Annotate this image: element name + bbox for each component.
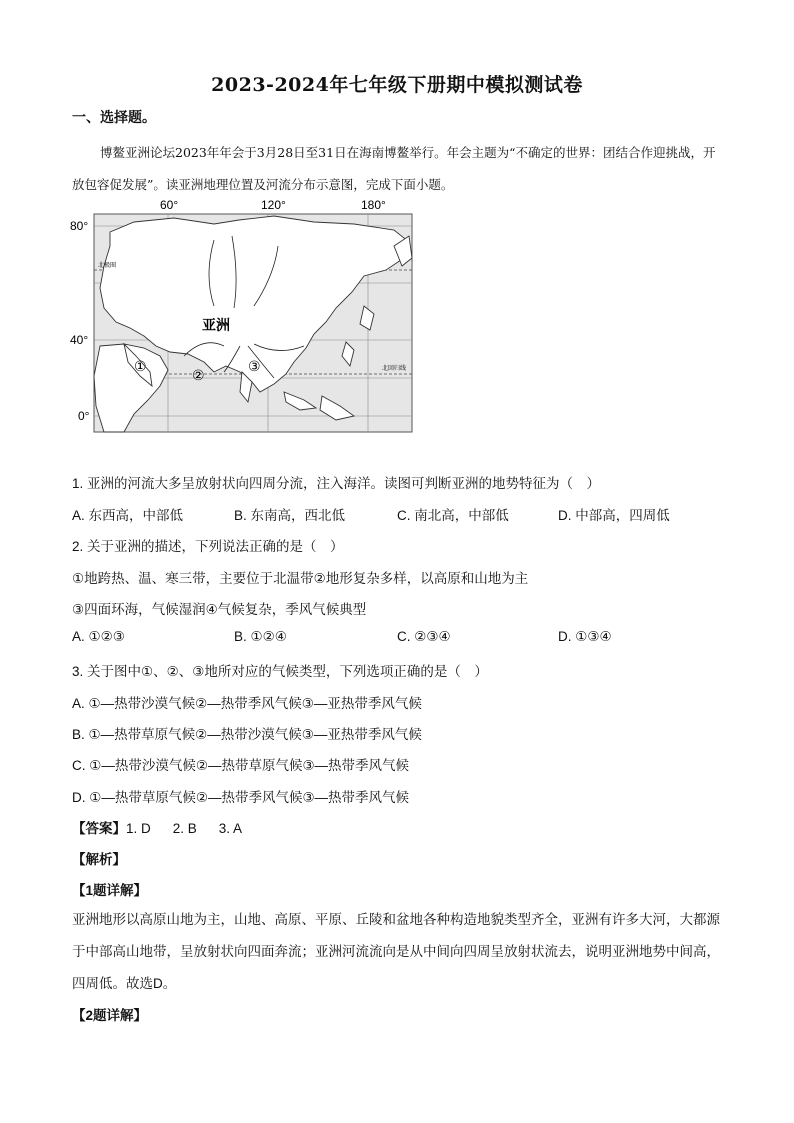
analysis-label: 【解析】: [72, 852, 126, 867]
marker-1: ①: [134, 359, 147, 375]
lon-label-120: 120°: [261, 198, 286, 212]
q1-option-b: B. 东南高，西北低: [234, 508, 346, 523]
asia-map: [64, 196, 424, 436]
marker-2: ②: [192, 368, 205, 384]
q1-option-c: C. 南北高，中部低: [397, 508, 509, 523]
q3-option-a: A. ①—热带沙漠气候②—热带季风气候③—亚热带季风气候: [72, 696, 422, 711]
lon-label-180: 180°: [361, 198, 386, 212]
q2-statement-1: ①地跨热、温、寒三带，主要位于北温带②地形复杂多样，以高原和山地为主: [72, 571, 529, 586]
section-heading: 一、选择题。: [72, 110, 156, 126]
question-3-stem: 3. 关于图中①、②、③地所对应的气候类型，下列选项正确的是（ ）: [72, 664, 488, 679]
lat-label-80: 80°: [70, 219, 89, 233]
answer-item-1: 1. D: [126, 821, 151, 836]
detail-1-text: 亚洲地形以高原山地为主，山地、高原、平原、丘陵和盆地各种构造地貌类型齐全，亚洲有许多大河，大都源于中部高山地带，呈放射状向四面奔流；亚洲河流流向是从中间向四周呈放射状流去，说明亚洲地势中间高，四周低。故选D。: [72, 912, 720, 991]
detail-2-label: 【2题详解】: [72, 1008, 148, 1023]
detail-1-label: 【1题详解】: [72, 883, 148, 898]
question-1-stem: 1. 亚洲的河流大多呈放射状向四周分流，注入海洋。读图可判断亚洲的地势特征为（ ）: [72, 476, 601, 491]
lon-label-60: 60°: [160, 198, 179, 212]
tropic-label: 北回归线: [382, 365, 407, 372]
answer-item-3: 3. A: [218, 821, 243, 836]
lat-label-0: 0°: [78, 409, 90, 423]
page-title: 2023-2024年七年级下册期中模拟测试卷: [211, 74, 583, 96]
q3-option-c: C. ①—热带沙漠气候②—热带草原气候③—热带季风气候: [72, 758, 410, 773]
lat-label-40: 40°: [70, 333, 89, 347]
answer-label: 【答案】: [72, 821, 126, 836]
q3-option-b: B. ①—热带草原气候②—热带沙漠气候③—亚热带季风气候: [72, 727, 422, 742]
q1-option-d: D. 中部高，四周低: [558, 508, 670, 523]
marker-3: ③: [248, 359, 261, 375]
answer-item-2: 2. B: [172, 821, 197, 836]
q3-option-d: D. ①—热带草原气候②—热带季风气候③—热带季风气候: [72, 790, 410, 805]
q1-option-a: A. 东西高，中部低: [72, 508, 184, 523]
continent-label: 亚洲: [202, 318, 230, 334]
q2-option-a: A. ①②③: [72, 629, 125, 644]
q2-option-c: C. ②③④: [397, 629, 451, 644]
q2-option-d: D. ①③④: [558, 629, 612, 644]
question-2-stem: 2. 关于亚洲的描述，下列说法正确的是（ ）: [72, 539, 344, 554]
arctic-circle-label: 北极圈: [98, 262, 117, 269]
q2-option-b: B. ①②④: [234, 629, 287, 644]
intro-paragraph: 博鳌亚洲论坛2023年年会于3月28日至31日在海南博鳌举行。年会主题为“不确定的世界：团结合作迎挑战，开放包容促发展”。读亚洲地理位置及河流分布示意图，完成下面小题。: [72, 145, 716, 192]
answer-row: [72, 817, 242, 837]
q2-statement-2: ③四面环海，气候湿润④气候复杂，季风气候典型: [72, 602, 367, 617]
